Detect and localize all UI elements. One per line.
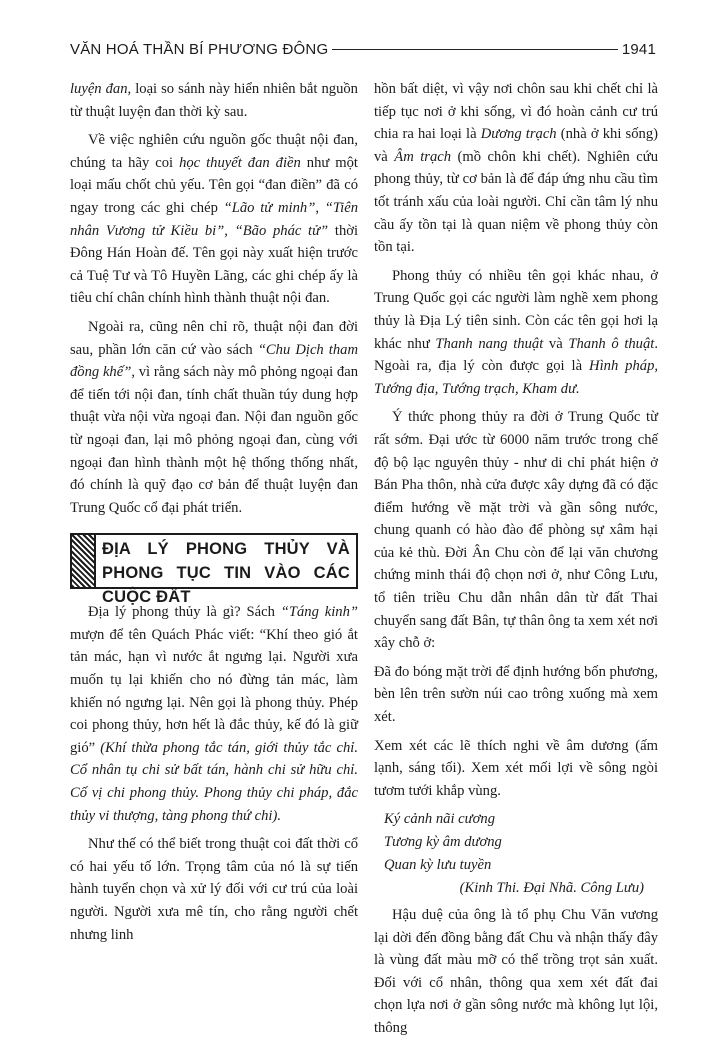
book-title: “Lão tử minh” [223, 199, 316, 216]
book-title: “Chu Dịch tham đồng khế” [70, 341, 358, 381]
right-column [374, 78, 658, 1046]
book-title: “Bão phác tử” [234, 222, 329, 239]
right-paragraph-1 [374, 78, 658, 259]
heading-hatch-marker [72, 535, 96, 587]
poem [384, 808, 658, 877]
left-paragraph-4 [70, 601, 358, 827]
text: , loại so sánh này hiển nhiên bắt nguồn từ thuật luyện đan thời kỳ sau. [70, 81, 358, 120]
left-paragraph-1 [70, 78, 358, 123]
right-paragraph-2 [374, 265, 658, 401]
text: Ngoài ra, cũng nên chỉ rõ, thuật nội đan đời sau, phần lớn căn cứ vào sách [70, 318, 358, 358]
term: học thuyết đan điền [179, 154, 301, 171]
text: . Ngoài ra, địa lý còn được gọi là [374, 335, 658, 375]
poem-line: Ký cảnh nãi cương [384, 811, 495, 828]
running-header [70, 38, 656, 60]
poem-line: Quan kỳ lưu tuyền [384, 857, 492, 874]
term: Âm trạch [394, 148, 452, 165]
text: mượn để tên Quách Phác viết: “Khí theo gió ắt tản mác, hạn vì nước ắt ngưng lại. Người xưa muốn tụ lại khiến cho nó đừng tản mác, làm khiến nó ngưng lại. Nên gọi là phong thủy. Phép coi phong thủy, hơn hết là đắc thủy, kế đó là giữ gió” [70, 626, 358, 756]
left-paragraph-5: Như thế có thể biết trong thuật coi đất thời cổ có hai yếu tố lớn. Trọng tâm của nó là sự tiến hành tuyển chọn và xử lý đối với cư trú của loài người. Người xưa mê tín, cho rằng người chết nhưng linh [70, 836, 358, 943]
book-title: “Táng kinh” [280, 604, 358, 621]
right-paragraph-4: Hậu duệ của ông là tổ phụ Chu Văn vương lại dời đến đồng bằng đất Chu và nhận thấy đây là vùng đất màu mỡ có thể trồng trọt sản xuất. Đối với cổ nhân, thông qua xem xét đất đai chọn lựa nơi ở gần sông nước mà không lụt lội, thông [374, 907, 658, 1036]
quote-line-2: Xem xét các lẽ thích nghi về âm dương (ấm lạnh, sáng tối). Xem xét mối lợi về sông ngòi tươm tưới khắp vùng. [374, 737, 658, 799]
text: (mồ chôn khi chết). Nghiên cứu phong thủy, từ cơ bản là để đáp ứng nhu cầu tìm tốt tránh xấu của loài người. Chỉ cần tâm lý nhu cầu ấy tồn tại là quan niệm về phong thủy còn tồn tại. [374, 148, 658, 256]
text: , [315, 199, 325, 216]
page-number: 1941 [621, 40, 656, 58]
header-rule [332, 49, 618, 50]
term: Thanh nang thuật [435, 335, 544, 352]
term-list: Hình pháp, Tướng địa, Tướng trạch, Kham dư. [374, 358, 659, 397]
text: (nhà ở khi sống) và [374, 126, 658, 165]
text: Về việc nghiên cứu nguồn gốc thuật nội đan, chúng ta hãy coi [70, 132, 358, 171]
left-paragraph-3 [70, 316, 358, 519]
right-paragraph-3: Ý thức phong thủy ra đời ở Trung Quốc từ rất sớm. Đại ước từ 6000 năm trước trong chế độ bộ lạc nguyên thủy - như di chỉ phát hiện ở Bán Pha thôn, nhà cửa được xây dựng đã có đặc điểm hướng về mặt trời và gần sông nước, chung quanh có hào đào để phòng sự xâm hại của kẻ thù. Đời Ân Chu còn để lại văn chương chứng minh thái độ chọn nơi ở, như Công Lưu, tổ tiên triều Chu dẫn nhân dân từ đất Thai chuyển sang đất Bân, tự thân ông ta xem xét nơi xây chỗ ở: [374, 409, 658, 652]
text: hồn bất diệt, vì vậy nơi chôn sau khi chết chỉ là tiếp tục nơi ở khi sống, vì đó hoàn cảnh cư trú chia ra hai loại là [374, 81, 658, 143]
term-luyen-dan: luyện đan [70, 81, 128, 97]
section-title: ĐỊA LÝ PHONG THỦY VÀ PHONG TỤC TIN VÀO CÁC CUỘC ĐẤT [102, 540, 350, 607]
poem-line: Tương kỳ âm dương [384, 834, 502, 851]
text: Địa lý phong thủy là gì? Sách [88, 604, 281, 621]
text: và [543, 335, 569, 352]
book-title: “Tiên nhân Vương tử Kiều bi” [70, 199, 359, 239]
text: , vì rằng sách này mô phỏng ngoại đan để tiến tới nội đan, tính chất thuần túy dung hợp thuật vừa nội vừa ngoại đan. Nội đan nguồn gốc từ ngoại đan, lại mô phỏng ngoại đan, cùng với ngoại đan hình thành một hệ thống thống nhất, đó chính là quỹ đạo cơ bản để thuật luyện đan Trung Quốc cổ đại phát triển. [70, 364, 358, 516]
text: Phong thủy có nhiều tên gọi khác nhau, ở Trung Quốc gọi các người làm nghề xem phong thủy là Địa Lý tiên sinh. Còn các tên gọi hơi lạ khác như [374, 267, 658, 352]
quote-line-1: Đã đo bóng mặt trời để định hướng bốn phương, bèn lên trên sườn núi cao trông xuống mà xem xét. [374, 663, 658, 726]
term: Dương trạch [480, 126, 557, 143]
text: , [224, 222, 235, 239]
left-paragraph-2 [70, 129, 358, 310]
header-title: VĂN HOÁ THẦN BÍ PHƯƠNG ĐÔNG [70, 40, 329, 58]
poem-source: (Kinh Thi. Đại Nhã. Công Lưu) [459, 880, 644, 897]
quote-original: (Khí thừa phong tắc tán, giới thủy tắc chỉ. Cổ nhân tụ chi sử bất tán, hành chi sử hữu chỉ. Cố vị chi phong thủy. Phong thủy chi pháp, đắc thủy vi thượng, tàng phong thứ chi). [70, 739, 358, 824]
term: Thanh ô thuật [568, 335, 655, 352]
section-heading [70, 533, 358, 607]
text: như một loại mấu chốt chủ yếu. Tên gọi “đan điền” đã có ngay trong các ghi chép [70, 154, 358, 216]
text: thời Đông Hán Hoàn đế. Tên gọi này xuất hiện trước cả Tuệ Tư và Tô Huyền Lãng, các ghi chép ấy là tiêu chí chân chính hình thành thuật nội đan. [70, 222, 359, 307]
left-column [70, 78, 358, 952]
